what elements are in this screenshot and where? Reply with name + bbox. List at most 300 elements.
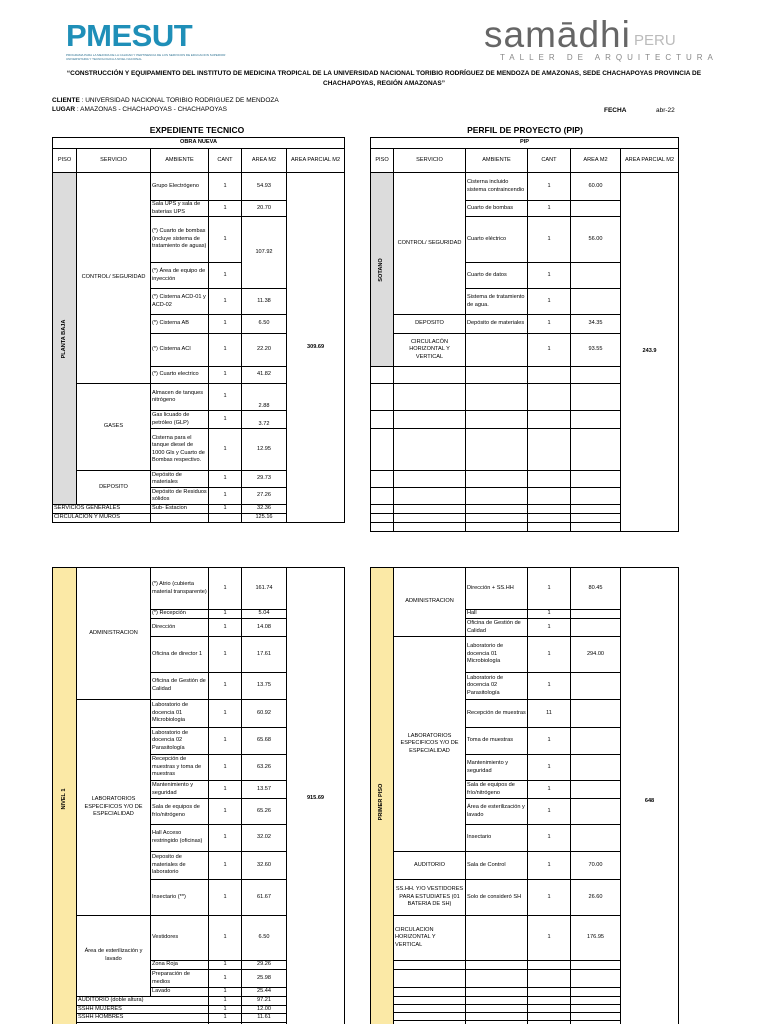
empty-cell — [394, 429, 466, 471]
ambiente-cell: Cisterna para el tanque diesel de 1000 Gls y Cuarto de Bombas respectivo. — [151, 429, 209, 471]
ambiente-cell: Laboratorio de docencia 02 Parasitología — [151, 728, 209, 755]
cant-cell: 1 — [528, 755, 571, 781]
area-cell — [571, 673, 621, 700]
cant-cell: 1 — [209, 289, 242, 315]
empty-cell — [571, 523, 621, 532]
empty-cell — [466, 384, 528, 411]
ambiente-cell: Insectario (**) — [151, 880, 209, 916]
cant-cell: 1 — [209, 799, 242, 825]
empty-cell — [394, 523, 466, 532]
area-cell: 2.88 — [242, 384, 287, 411]
area-parcial-cell: 243.9 — [621, 173, 679, 532]
cant-cell: 1 — [209, 880, 242, 916]
area-cell: 5.04 — [242, 610, 287, 619]
empty-cell — [394, 488, 466, 505]
empty-cell — [371, 523, 394, 532]
empty-cell — [571, 988, 621, 997]
empty-cell — [571, 961, 621, 970]
empty-cell — [466, 471, 528, 488]
samadhi-logo-subtitle: TALLER DE ARQUITECTURA — [500, 53, 718, 62]
cant-cell: 1 — [209, 700, 242, 728]
empty-cell — [371, 384, 394, 411]
cant-cell: 1 — [209, 970, 242, 988]
cliente-line — [52, 96, 279, 105]
area-parcial-cell: 915.69 — [287, 568, 345, 1024]
ambiente-cell: (*) Área de equipo de inyección — [151, 263, 209, 289]
ambiente-cell: Sala de equipos de frío/nitrógeno — [466, 781, 528, 799]
ambiente-cell: Recepción de muestras — [466, 700, 528, 728]
lugar-label: LUGAR — [52, 106, 76, 113]
area-cell: 13.57 — [242, 781, 287, 799]
cant-cell: 1 — [528, 781, 571, 799]
empty-cell — [371, 471, 394, 488]
col-header: SERVICIO — [394, 149, 466, 173]
cant-cell: 1 — [209, 997, 242, 1006]
cliente-label: CLIENTE — [52, 97, 80, 104]
area-cell: 25.44 — [242, 988, 287, 997]
empty-cell — [528, 367, 571, 384]
empty-cell — [466, 429, 528, 471]
ambiente-cell: Hall — [466, 610, 528, 619]
cant-cell: 1 — [528, 315, 571, 334]
area-parcial-cell: 648 — [621, 568, 679, 1024]
empty-cell — [394, 367, 466, 384]
fecha-label: FECHA — [604, 107, 627, 114]
ambiente-cell: Cuarto de bombas — [466, 201, 528, 217]
empty-cell — [371, 367, 394, 384]
col-header: CANT — [209, 149, 242, 173]
ambiente-cell: Oficina de Gestión de Calidad — [466, 619, 528, 637]
ambiente-cell: (*) Cuarto de bombas (incluye sistema de tratamiento de aguas) — [151, 217, 209, 263]
servicio-cell: ADMINISTRACION — [394, 568, 466, 637]
area-cell — [571, 799, 621, 825]
area-cell: 13.75 — [242, 673, 287, 700]
ambiente-cell: Depósito de Residuos sólidos — [151, 488, 209, 505]
empty-cell — [371, 505, 394, 514]
cant-cell: 1 — [528, 263, 571, 289]
area-cell: 34.35 — [571, 315, 621, 334]
cant-cell: 1 — [209, 755, 242, 781]
ambiente-cell: Sub- Estacion — [151, 505, 209, 514]
servicio-cell: CIRCULACION HORIZONTAL Y VERTICAL — [394, 916, 466, 961]
empty-cell — [571, 1021, 621, 1024]
ambiente-cell: Oficina de Gestión de Calidad — [151, 673, 209, 700]
piso-cell: PLANTA BAJA — [53, 173, 77, 505]
pmesut-logo — [66, 18, 231, 61]
empty-cell — [528, 488, 571, 505]
empty-cell — [528, 471, 571, 488]
area-cell: 32.36 — [242, 505, 287, 514]
empty-cell — [571, 411, 621, 429]
cant-cell: 1 — [209, 411, 242, 429]
empty-cell — [394, 988, 466, 997]
empty-cell — [571, 429, 621, 471]
cant-cell: 1 — [528, 201, 571, 217]
area-cell — [571, 728, 621, 755]
area-cell: 25.98 — [242, 970, 287, 988]
cant-cell: 1 — [209, 315, 242, 334]
area-cell: 294.00 — [571, 637, 621, 673]
ambiente-cell: Sala UPS y sala de baterias UPS — [151, 201, 209, 217]
area-cell: 22.20 — [242, 334, 287, 367]
ambiente-cell: (*) Atrio (cubierta material transparente) — [151, 568, 209, 610]
cant-cell: 1 — [209, 488, 242, 505]
cant-cell: 1 — [209, 568, 242, 610]
area-cell: 176.95 — [571, 916, 621, 961]
empty-cell — [394, 1021, 466, 1024]
ambiente-cell: Mantenimiento y seguridad — [466, 755, 528, 781]
area-cell: 65.68 — [242, 728, 287, 755]
servicio-cell: AUDITORIO — [394, 852, 466, 880]
cant-cell: 1 — [209, 619, 242, 637]
cant-cell — [209, 514, 242, 523]
empty-cell — [466, 961, 528, 970]
empty-cell — [528, 505, 571, 514]
col-header: PISO — [53, 149, 77, 173]
cant-cell: 1 — [209, 505, 242, 514]
area-cell: 60.92 — [242, 700, 287, 728]
ambiente-cell: Dirección + SS.HH — [466, 568, 528, 610]
area-cell: 6.50 — [242, 315, 287, 334]
col-header: AREA M2 — [242, 149, 287, 173]
empty-cell — [466, 523, 528, 532]
ambiente-cell: (*) Recepción — [151, 610, 209, 619]
ambiente-cell: Grupo Electrógeno — [151, 173, 209, 201]
area-cell: 6.50 — [242, 916, 287, 961]
area-cell: 65.26 — [242, 799, 287, 825]
samadhi-logo — [484, 14, 718, 62]
ambiente-cell: Laboratorio de docencia 02 Parasitología — [466, 673, 528, 700]
empty-cell — [371, 411, 394, 429]
area-cell: 60.00 — [571, 173, 621, 201]
ambiente-cell: Oficina de director 1 — [151, 637, 209, 673]
ambiente-cell: (*) Cisterna ACI — [151, 334, 209, 367]
area-cell: 56.00 — [571, 217, 621, 263]
area-cell: 14.08 — [242, 619, 287, 637]
servicio-cell: Área de esterilización y lavado — [77, 916, 151, 997]
ambiente-cell — [466, 334, 528, 367]
cant-cell: 1 — [528, 289, 571, 315]
area-cell — [571, 755, 621, 781]
sub-header: PIP — [371, 138, 679, 149]
empty-cell — [528, 1005, 571, 1013]
empty-cell — [528, 429, 571, 471]
cant-cell: 1 — [528, 880, 571, 916]
right-section-title: PERFIL DE PROYECTO (PIP) — [467, 125, 583, 135]
area-cell: 12.95 — [242, 429, 287, 471]
empty-cell — [528, 1021, 571, 1024]
empty-cell — [528, 411, 571, 429]
servicio-cell: SS.HH. Y/O VESTIDORES PARA ESTUDIATES (01 BATERIA DE SH) — [394, 880, 466, 916]
area-cell — [571, 825, 621, 852]
area-cell: 26.60 — [571, 880, 621, 916]
empty-cell — [371, 514, 394, 523]
area-cell: 41.82 — [242, 367, 287, 384]
ambiente-cell: Vestidores — [151, 916, 209, 961]
area-cell — [571, 700, 621, 728]
empty-cell — [394, 411, 466, 429]
ambiente-cell: Sala de Control — [466, 852, 528, 880]
cant-cell: 1 — [209, 471, 242, 488]
cant-cell: 1 — [209, 781, 242, 799]
servicio-cell: LABORATORIOS ESPECIFICOS Y/O DE ESPECIALIDAD — [77, 700, 151, 916]
cant-cell: 1 — [209, 825, 242, 852]
empty-cell — [571, 997, 621, 1005]
ambiente-cell: Zona Roja — [151, 961, 209, 970]
ambiente-cell: (*) Cuarto electrico — [151, 367, 209, 384]
area-parcial-cell: 309.69 — [287, 173, 345, 523]
ambiente-cell: Cuarto eléctrico — [466, 217, 528, 263]
col-header: PISO — [371, 149, 394, 173]
empty-cell — [571, 471, 621, 488]
area-cell — [571, 781, 621, 799]
ambiente-cell: Almacen de tanques nitrógeno — [151, 384, 209, 411]
empty-cell — [394, 514, 466, 523]
servicio-cell: ADMINISTRACION — [77, 568, 151, 700]
servicio-cell: SSHH HOMBRES — [77, 1014, 209, 1023]
cant-cell: 1 — [528, 728, 571, 755]
lugar-value: : AMAZONAS - CHACHAPOYAS - CHACHAPOYAS — [76, 106, 227, 113]
area-cell: 161.74 — [242, 568, 287, 610]
servicio-cell: AUDITORIO (doble altura) — [77, 997, 209, 1006]
left-section-title: EXPEDIENTE TECNICO — [149, 125, 245, 135]
area-cell: 70.00 — [571, 852, 621, 880]
table-sotano — [370, 137, 679, 532]
col-header: AREA PARCIAL M2 — [621, 149, 679, 173]
ambiente-cell: Dirección — [151, 619, 209, 637]
ambiente-cell: Área de esterilización y lavado — [466, 799, 528, 825]
cant-cell: 1 — [209, 217, 242, 263]
empty-cell — [394, 970, 466, 988]
ambiente-cell: (*) Cisterna AB — [151, 315, 209, 334]
empty-cell — [571, 505, 621, 514]
empty-cell — [528, 384, 571, 411]
cant-cell: 1 — [209, 1005, 242, 1014]
area-cell: 11.38 — [242, 289, 287, 315]
col-header: AREA M2 — [571, 149, 621, 173]
area-cell: 17.61 — [242, 637, 287, 673]
cant-cell: 11 — [528, 700, 571, 728]
table-planta-baja — [52, 137, 345, 523]
empty-cell — [571, 367, 621, 384]
cant-cell: 1 — [528, 610, 571, 619]
cant-cell: 1 — [528, 673, 571, 700]
area-cell — [571, 619, 621, 637]
cliente-value: : UNIVERSIDAD NACIONAL TORIBIO RODRIGUEZ DE MENDOZA — [81, 97, 279, 104]
area-cell: 32.02 — [242, 825, 287, 852]
cant-cell: 1 — [528, 217, 571, 263]
ambiente-cell: Depósito de materiales — [466, 315, 528, 334]
ambiente-cell: Cuarto de datos — [466, 263, 528, 289]
col-header: SERVICIO — [77, 149, 151, 173]
area-cell — [571, 289, 621, 315]
ambiente-cell: Solo de consideró SH — [466, 880, 528, 916]
empty-cell — [528, 997, 571, 1005]
empty-cell — [528, 1013, 571, 1021]
cant-cell: 1 — [528, 619, 571, 637]
cant-cell: 1 — [209, 1014, 242, 1023]
empty-cell — [571, 384, 621, 411]
area-cell: 12.00 — [242, 1005, 287, 1014]
table-primer-piso — [370, 567, 679, 1024]
empty-cell — [528, 514, 571, 523]
cant-cell: 1 — [209, 988, 242, 997]
ambiente-cell: Toma de muestras — [466, 728, 528, 755]
empty-cell — [571, 488, 621, 505]
ambiente-cell: Deposito de materiales de laboratorio — [151, 852, 209, 880]
empty-cell — [466, 988, 528, 997]
fecha-value: abr-22 — [656, 107, 675, 114]
col-header: AMBIENTE — [466, 149, 528, 173]
servicio-cell: SSHH MUJERES — [77, 1005, 209, 1014]
samadhi-logo-suffix: PERU — [634, 32, 676, 49]
empty-cell — [571, 1005, 621, 1013]
area-cell: 107.92 — [242, 217, 287, 289]
cant-cell: 1 — [209, 728, 242, 755]
pmesut-logo-subtitle: PROGRAMA PARA LA MEJORA DE LA CALIDAD Y PERTINENCIA DE LOS SERVICIOS DE EDUCACION SUPERIOR UNIVERSITARIA Y TECNOLOGICA A NIVEL NACIONAL — [66, 53, 226, 61]
empty-cell — [466, 997, 528, 1005]
cant-cell: 1 — [528, 173, 571, 201]
empty-cell — [371, 488, 394, 505]
area-cell: 11.61 — [242, 1014, 287, 1023]
cant-cell: 1 — [209, 367, 242, 384]
cant-cell: 1 — [528, 852, 571, 880]
cant-cell: 1 — [209, 961, 242, 970]
cant-cell: 1 — [528, 799, 571, 825]
cant-cell: 1 — [209, 429, 242, 471]
cant-cell: 1 — [209, 916, 242, 961]
ambiente-cell: Laboratorio de docencia 01 Microbiología — [466, 637, 528, 673]
area-cell: 61.67 — [242, 880, 287, 916]
servicio-cell: CIRCULACION Y MUROS — [53, 514, 151, 523]
area-cell — [571, 201, 621, 217]
area-cell: 97.21 — [242, 997, 287, 1006]
ambiente-cell — [466, 916, 528, 961]
cant-cell: 1 — [528, 916, 571, 961]
empty-cell — [528, 523, 571, 532]
empty-cell — [466, 1005, 528, 1013]
servicio-cell: DEPOSITO — [394, 315, 466, 334]
col-header: AMBIENTE — [151, 149, 209, 173]
cant-cell: 1 — [528, 568, 571, 610]
ambiente-cell: Sistema de tratamiento de agua. — [466, 289, 528, 315]
piso-cell: SOTANO — [371, 173, 394, 367]
ambiente-cell: Recepción de muestras y toma de muestras — [151, 755, 209, 781]
empty-cell — [466, 367, 528, 384]
ambiente-cell: Cisterna incluido sistema contraincendio — [466, 173, 528, 201]
servicio-cell: SERVICIOS GENERALES — [53, 505, 151, 514]
area-cell: 32.60 — [242, 852, 287, 880]
piso-cell: NIVEL 1 — [53, 568, 77, 1024]
area-cell: 80.45 — [571, 568, 621, 610]
ambiente-cell: (*) Cisterna ACD-01 y ACD-02 — [151, 289, 209, 315]
empty-cell — [394, 961, 466, 970]
cant-cell: 1 — [209, 173, 242, 201]
servicio-cell: DEPOSITO — [77, 471, 151, 505]
empty-cell — [528, 961, 571, 970]
ambiente-cell: Gas licuado de petróleo (GLP) — [151, 411, 209, 429]
empty-cell — [394, 471, 466, 488]
empty-cell — [371, 429, 394, 471]
area-cell: 63.26 — [242, 755, 287, 781]
ambiente-cell: Preparación de medios — [151, 970, 209, 988]
samadhi-logo-text: samādhi — [484, 14, 631, 55]
empty-cell — [466, 488, 528, 505]
empty-cell — [394, 505, 466, 514]
empty-cell — [394, 384, 466, 411]
servicio-cell: CONTROL/ SEGURIDAD — [77, 173, 151, 384]
ambiente-cell: Laboratorio de docencia 01 Microbiologia — [151, 700, 209, 728]
ambiente-cell: Mantenimiento y seguridad — [151, 781, 209, 799]
area-cell: 29.73 — [242, 471, 287, 488]
servicio-cell: CONTROL/ SEGURIDAD — [394, 173, 466, 315]
servicio-cell: CIRCULACÓN HORIZONTAL Y VERTICAL — [394, 334, 466, 367]
col-header: AREA PARCIAL M2 — [287, 149, 345, 173]
area-cell: 93.55 — [571, 334, 621, 367]
cant-cell: 1 — [209, 384, 242, 411]
empty-cell — [571, 970, 621, 988]
ambiente-cell: Hall Acceso restringido (oficinas) — [151, 825, 209, 852]
lugar-line — [52, 105, 227, 114]
ambiente-cell — [151, 514, 209, 523]
table-nivel-1 — [52, 567, 345, 1024]
empty-cell — [394, 1013, 466, 1021]
empty-cell — [466, 411, 528, 429]
empty-cell — [466, 1013, 528, 1021]
cant-cell: 1 — [209, 610, 242, 619]
cant-cell: 1 — [209, 334, 242, 367]
empty-cell — [466, 1021, 528, 1024]
ambiente-cell: Insectario — [466, 825, 528, 852]
empty-cell — [571, 514, 621, 523]
piso-cell: PRIMER PISO — [371, 568, 394, 1024]
sub-header: OBRA NUEVA — [53, 138, 345, 149]
area-cell — [571, 610, 621, 619]
area-cell: 3.72 — [242, 411, 287, 429]
empty-cell — [466, 970, 528, 988]
area-cell: 54.93 — [242, 173, 287, 201]
pmesut-logo-text: PMESUT — [66, 18, 193, 53]
cant-cell: 1 — [209, 637, 242, 673]
servicio-cell: GASES — [77, 384, 151, 471]
empty-cell — [466, 514, 528, 523]
area-cell: 27.26 — [242, 488, 287, 505]
servicio-cell: LABORATORIOS ESPECIFICOS Y/O DE ESPECIALIDAD — [394, 637, 466, 852]
empty-cell — [466, 505, 528, 514]
ambiente-cell: Lavado — [151, 988, 209, 997]
ambiente-cell: Sala de equipos de frío/nitrógeno — [151, 799, 209, 825]
document-title: “CONSTRUCCIÓN Y EQUIPAMIENTO DEL INSTITUTO DE MEDICINA TROPICAL DE LA UNIVERSIDAD NACIONAL TORIBIO RODRÍGUEZ DE MENDOZA DE AMAZONAS, SEDE CHACHAPOYAS PROVINCIA DE CHACHAPOYAS, REGIÓN AMAZONAS” — [66, 70, 702, 87]
area-cell: 125.16 — [242, 514, 287, 523]
empty-cell — [571, 1013, 621, 1021]
ambiente-cell: Depósito de materiales — [151, 471, 209, 488]
cant-cell: 1 — [209, 201, 242, 217]
col-header: CANT — [528, 149, 571, 173]
cant-cell: 1 — [528, 334, 571, 367]
empty-cell — [528, 988, 571, 997]
area-cell — [571, 263, 621, 289]
area-cell: 29.26 — [242, 961, 287, 970]
cant-cell: 1 — [209, 852, 242, 880]
cant-cell: 1 — [209, 673, 242, 700]
area-cell: 20.70 — [242, 201, 287, 217]
empty-cell — [394, 997, 466, 1005]
empty-cell — [528, 970, 571, 988]
cant-cell: 1 — [528, 825, 571, 852]
empty-cell — [394, 1005, 466, 1013]
cant-cell: 1 — [209, 263, 242, 289]
cant-cell: 1 — [528, 637, 571, 673]
